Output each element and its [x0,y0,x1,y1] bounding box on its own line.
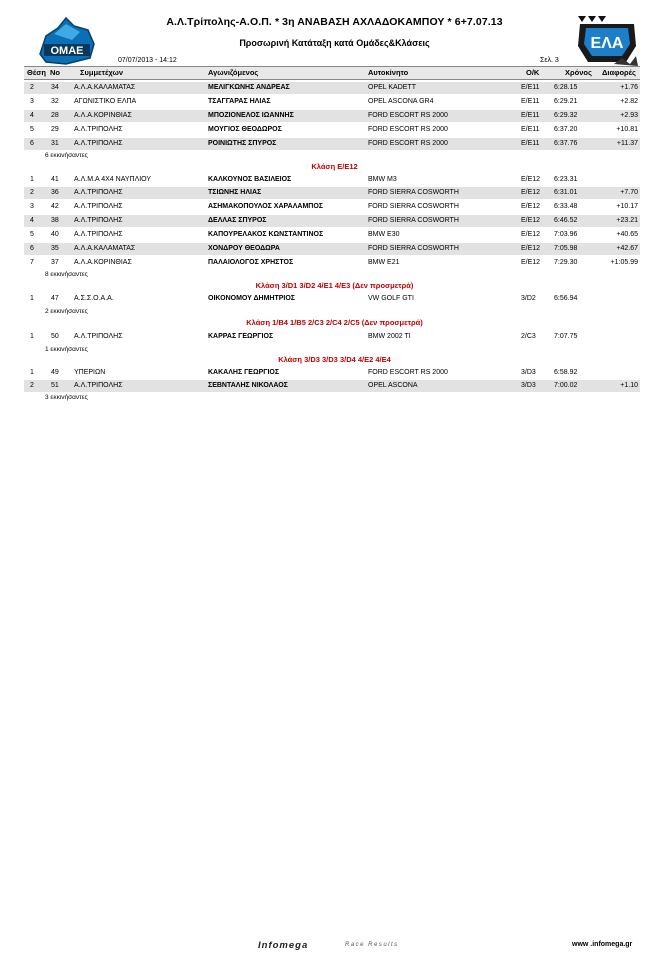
table-row: 5 29 Α.Λ.ΤΡΙΠΟΛΗΣ ΜΟΥΓΙΟΣ ΘΕΟΔΩΡΟΣ FORD ESCORT RS 2000 E/E11 6:37.20 +10.81 [30,126,638,133]
infomega-logo: Infomega [258,940,309,951]
starters-count: 3 εκκινήσαντες [45,394,88,401]
col-car-header: Αυτοκίνητο [368,68,409,77]
col-no-header: Νο [50,68,60,77]
page-subtitle: Προσωρινή Κατάταξη κατά Ομάδες&Κλάσεις [239,38,430,48]
table-row: 4 38 Α.Λ.ΤΡΙΠΟΛΗΣ ΔΕΛΛΑΣ ΣΠΥΡΟΣ FORD SIERRA COSWORTH E/E12 6:46.52 +23.21 [24,215,640,227]
col-club-header: Συμμετέχων [80,68,124,77]
ela-logo-text: ΕΛΑ [590,35,624,52]
table-row: 6 35 Α.Λ.Α.ΚΑΛΑΜΑΤΑΣ ΧΟΝΔΡΟΥ ΘΕΟΔΩΡΑ FORD SIERRA COSWORTH E/E12 7:05.98 +42.67 [24,243,640,255]
table-row: 2 51 Α.Λ.ΤΡΙΠΟΛΗΣ ΣΕΒΝΤΑΛΗΣ ΝΙΚΟΛΑΟΣ OPEL ASCONA 3/D3 7:00.02 +1.10 [24,380,640,392]
col-pos-header: Θέση [27,68,46,77]
table-row: 6 31 Α.Λ.ΤΡΙΠΟΛΗΣ ΡΟΙΝΙΩΤΗΣ ΣΠΥΡΟΣ FORD ESCORT RS 2000 E/E11 6:37.76 +11.37 [24,138,640,150]
col-class-header: Ο/Κ [526,68,540,77]
table-row: 1 50 Α.Λ.ΤΡΙΠΟΛΗΣ ΚΑΡΡΑΣ ΓΕΩΡΓΙΟΣ BMW 2002 TI 2/C3 7:07.75 [30,333,578,340]
starters-count: 1 εκκινήσαντες [45,346,88,353]
col-diff-header: Διαφορές [602,68,636,77]
print-date: 07/07/2013 - 14:12 [118,57,177,64]
starters-count: 8 εκκινήσαντες [45,271,88,278]
infomega-tagline: Race Results [345,942,399,948]
table-row: 7 37 Α.Λ.Α.ΚΟΡΙΝΘΙΑΣ ΠΑΛΑΙΟΛΟΓΟΣ ΧΡΗΣΤΟΣ BMW E21 E/E12 7:29.30 +1:05.99 [30,259,638,266]
starters-count: 2 εκκινήσαντες [45,308,88,315]
table-row: 2 36 Α.Λ.ΤΡΙΠΟΛΗΣ ΤΣΙΩΝΗΣ ΗΛΙΑΣ FORD SIERRA COSWORTH E/E12 6:31.01 +7.70 [24,187,640,199]
page-number: Σελ. 3 [540,57,559,64]
table-row: 5 40 Α.Λ.ΤΡΙΠΟΛΗΣ ΚΑΠΟΥΡΕΛΑΚΟΣ ΚΩΝΣΤΑΝΤΙΝΟΣ BMW E30 E/E12 7:03.96 +40.65 [30,231,638,238]
table-row: 3 32 ΑΓΩΝΙΣΤΙΚΟ ΕΛΠΑ ΤΣΑΓΓΑΡΑΣ ΗΛΙΑΣ OPEL ASCONA GR4 E/E11 6:29.21 +2.82 [30,98,638,105]
table-row: 1 47 Α.Σ.Σ.Ο.Α.Α. ΟΙΚΟΝΟΜΟΥ ΔΗΜΗΤΡΙΟΣ VW GOLF GTI 3/D2 6:56.94 [30,295,578,302]
table-row: 3 42 Α.Λ.ΤΡΙΠΟΛΗΣ ΑΣΗΜΑΚΟΠΟΥΛΟΣ ΧΑΡΑΛΑΜΠΟΣ FORD SIERRA COSWORTH E/E12 6:33.48 +10.17 [30,203,638,210]
page-title: Α.Λ.Τρίπολης-Α.Ο.Π. * 3η ΑΝΑΒΑΣΗ ΑΧΛΑΔΟΚΑΜΠΟΥ * 6+7.07.13 [166,16,503,28]
col-time-header: Χρόνος [565,68,592,77]
table-row: 4 28 Α.Λ.Α.ΚΟΡΙΝΘΙΑΣ ΜΠΟΖΙΟΝΕΛΟΣ ΙΩΑΝΝΗΣ FORD ESCORT RS 2000 E/E11 6:29.32 +2.93 [24,110,640,122]
footer-url: www .infomega.gr [572,941,633,948]
col-driver-header: Αγωνιζόμενος [208,68,259,77]
table-header [24,66,640,80]
omae-logo-text: ΟΜΑΕ [50,45,84,57]
table-row: 1 49 ΥΠΕΡΙΩΝ ΚΑΚΑΛΗΣ ΓΕΩΡΓΙΟΣ FORD ESCORT RS 2000 3/D3 6:58.92 [30,369,578,376]
table-row: 1 41 Α.Λ.Μ.Α 4Χ4 ΝΑΥΠΛΙΟΥ ΚΑΛΚΟΥΝΟΣ ΒΑΣΙΛΕΙΟΣ BMW M3 E/E12 6:23.31 [30,176,578,183]
starters-count: 6 εκκινήσαντες [45,152,88,159]
class-title: Κλάση Ε/Ε12 [311,162,358,171]
table-row: 2 34 Α.Λ.Α.ΚΑΛΑΜΑΤΑΣ ΜΕΛΙΓΚΩΝΗΣ ΑΝΔΡΕΑΣ OPEL KADETT E/E11 6:28.15 +1.76 [24,82,640,94]
class-title: Κλάση 3/D1 3/D2 4/E1 4/E3 (Δεν προσμετρά) [255,281,414,290]
class-title: Κλάση 3/D3 3/D3 3/D4 4/E2 4/E4 [278,355,391,364]
class-title: Κλάση 1/B4 1/B5 2/C3 2/C4 2/C5 (Δεν προσμετρά) [246,318,423,327]
